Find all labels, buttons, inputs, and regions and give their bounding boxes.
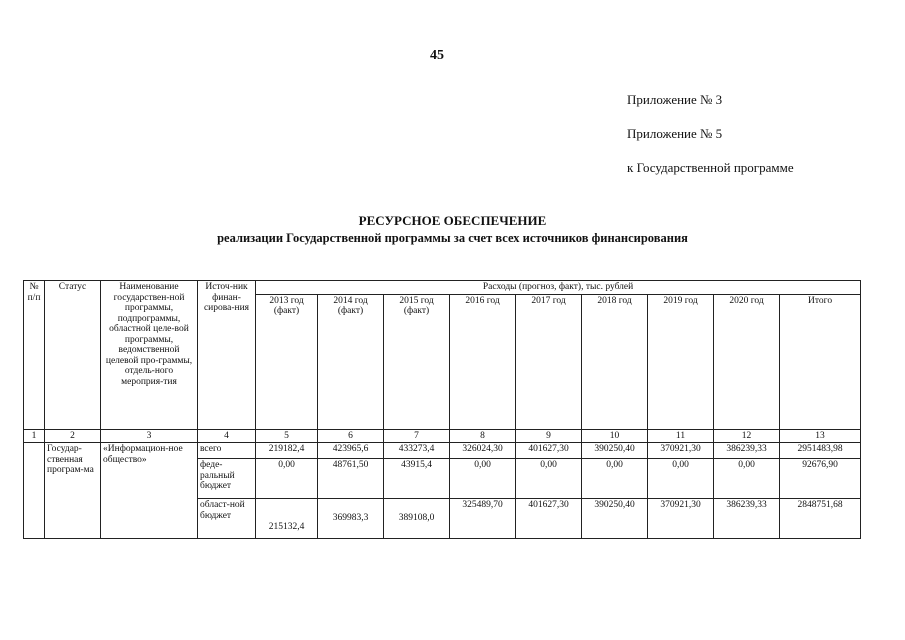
source-cell: феде-ральный бюджет bbox=[198, 459, 256, 499]
header-total: Итого bbox=[780, 294, 861, 429]
appendix-line-1: Приложение № 3 bbox=[627, 92, 723, 107]
header-year: 2019 год bbox=[648, 294, 714, 429]
header-status: Статус bbox=[45, 281, 101, 430]
status-cell: Государ-ственная програм-ма bbox=[45, 443, 101, 539]
program-name-cell: «Информацион-ное общество» bbox=[101, 443, 198, 539]
column-number: 4 bbox=[198, 429, 256, 443]
value-cell: 43915,4 bbox=[384, 459, 450, 499]
value-cell: 325489,70 bbox=[450, 499, 516, 539]
column-number: 10 bbox=[582, 429, 648, 443]
header-year: 2015 год (факт) bbox=[384, 294, 450, 429]
value-cell: 0,00 bbox=[516, 459, 582, 499]
column-number: 7 bbox=[384, 429, 450, 443]
column-number: 8 bbox=[450, 429, 516, 443]
header-source: Источ-ник финан-сирова-ния bbox=[198, 281, 256, 430]
table-header-row-1 bbox=[24, 281, 861, 295]
value-cell: 423965,6 bbox=[318, 443, 384, 459]
header-name: Наименование государствен-ной программы, подпрограммы, областной целе-вой программы, ведомственной целевой про-граммы, отдель-ного мероприя-тия bbox=[101, 281, 198, 430]
page-number: 45 bbox=[430, 48, 444, 63]
column-number: 1 bbox=[24, 429, 45, 443]
column-number-row bbox=[24, 429, 861, 443]
value-cell: 433273,4 bbox=[384, 443, 450, 459]
value-cell: 401627,30 bbox=[516, 443, 582, 459]
resources-table bbox=[23, 280, 861, 539]
table-row bbox=[24, 443, 861, 459]
total-cell: 2848751,68 bbox=[780, 499, 861, 539]
value-cell: 215132,4 bbox=[256, 499, 318, 539]
value-cell: 0,00 bbox=[648, 459, 714, 499]
column-number: 3 bbox=[101, 429, 198, 443]
document-subtitle: реализации Государственной программы за счет всех источников финансирования bbox=[217, 231, 688, 245]
header-year: 2016 год bbox=[450, 294, 516, 429]
value-cell: 386239,33 bbox=[714, 443, 780, 459]
header-year: 2014 год (факт) bbox=[318, 294, 384, 429]
value-cell: 0,00 bbox=[256, 459, 318, 499]
value-cell: 389108,0 bbox=[384, 499, 450, 539]
value-cell: 0,00 bbox=[582, 459, 648, 499]
column-number: 2 bbox=[45, 429, 101, 443]
document-title: РЕСУРСНОЕ ОБЕСПЕЧЕНИЕ bbox=[358, 213, 547, 228]
header-year: 2013 год (факт) bbox=[256, 294, 318, 429]
value-cell: 386239,33 bbox=[714, 499, 780, 539]
appendix-line-2: Приложение № 5 bbox=[627, 126, 723, 141]
column-number: 9 bbox=[516, 429, 582, 443]
header-num: № п/п bbox=[24, 281, 45, 430]
value-cell: 401627,30 bbox=[516, 499, 582, 539]
header-year: 2020 год bbox=[714, 294, 780, 429]
row-num-cell bbox=[24, 443, 45, 539]
column-number: 6 bbox=[318, 429, 384, 443]
appendix-line-3: к Государственной программе bbox=[627, 160, 794, 175]
header-year: 2018 год bbox=[582, 294, 648, 429]
header-expenses: Расходы (прогноз, факт), тыс. рублей bbox=[256, 281, 861, 295]
total-cell: 92676,90 bbox=[780, 459, 861, 499]
value-cell: 48761,50 bbox=[318, 459, 384, 499]
value-cell: 390250,40 bbox=[582, 443, 648, 459]
column-number: 11 bbox=[648, 429, 714, 443]
value-cell: 219182,4 bbox=[256, 443, 318, 459]
value-cell: 369983,3 bbox=[318, 499, 384, 539]
column-number: 12 bbox=[714, 429, 780, 443]
value-cell: 370921,30 bbox=[648, 499, 714, 539]
column-number: 5 bbox=[256, 429, 318, 443]
value-cell: 370921,30 bbox=[648, 443, 714, 459]
value-cell: 0,00 bbox=[714, 459, 780, 499]
value-cell: 326024,30 bbox=[450, 443, 516, 459]
column-number: 13 bbox=[780, 429, 861, 443]
source-cell: всего bbox=[198, 443, 256, 459]
header-year: 2017 год bbox=[516, 294, 582, 429]
source-cell: област-ной бюджет bbox=[198, 499, 256, 539]
total-cell: 2951483,98 bbox=[780, 443, 861, 459]
value-cell: 0,00 bbox=[450, 459, 516, 499]
value-cell: 390250,40 bbox=[582, 499, 648, 539]
